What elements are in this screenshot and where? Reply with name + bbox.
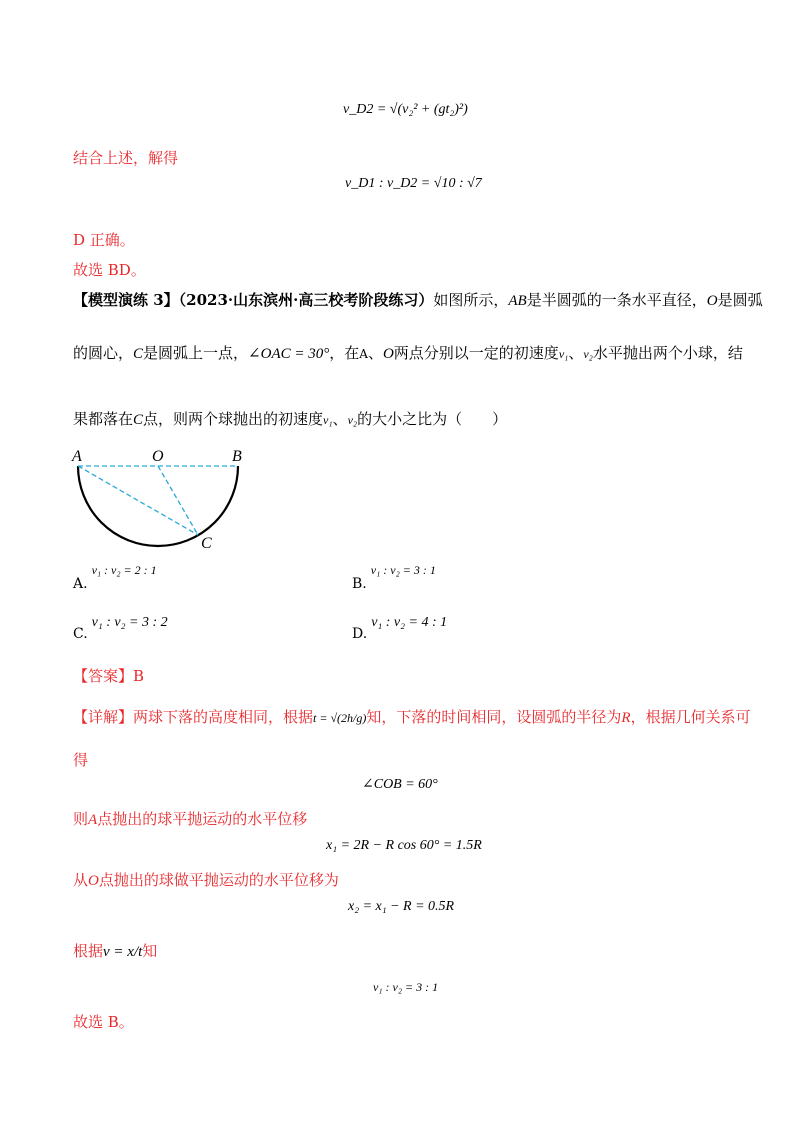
option-letter: B.	[352, 576, 367, 592]
answer-line	[73, 665, 144, 687]
semicircle-arc	[78, 466, 238, 546]
detail-text: 知，下落的时间相同，设圆弧的半径为	[366, 708, 622, 726]
problem-text: 果都落在	[73, 410, 134, 428]
detail-text: 则	[73, 810, 89, 828]
detail-text: 点抛出的球平抛运动的水平位移	[97, 810, 308, 828]
problem-text: ，在	[329, 344, 360, 362]
problem-text: 水平抛出两个小球，结	[592, 344, 743, 362]
option-expression: v₁ : v₂ = 3 : 2	[91, 615, 168, 630]
option-expression: v₁ : v₂ = 2 : 1	[91, 563, 157, 577]
detail-text: 知	[142, 942, 158, 960]
problem-text: 、	[367, 344, 383, 362]
detail-text: 两球下落的高度相同，根据	[133, 708, 314, 726]
problem-text: 是圆弧上一点，	[143, 344, 249, 362]
angle-oac: ∠OAC = 30°	[248, 346, 330, 362]
label-v2: v₂	[583, 347, 593, 361]
answer-label: 【答案】	[73, 667, 134, 685]
label-a-small: A	[359, 347, 368, 361]
label-ab: AB	[508, 293, 527, 309]
detail-text: 从	[73, 871, 89, 889]
figure-label-c: C	[201, 535, 212, 552]
detail-text: 根据	[73, 942, 104, 960]
problem-text: 的圆心，	[73, 344, 134, 362]
problem-tag: 【模型演练 3】	[73, 291, 179, 309]
option-letter: D.	[352, 626, 368, 642]
semicircle-figure	[66, 444, 256, 556]
line-oc	[158, 466, 198, 535]
problem-source: （2023·山东滨州·高三校考阶段练习）	[178, 291, 434, 309]
formula-t: t = √(2h/g)	[313, 711, 367, 725]
option-c[interactable]	[73, 614, 168, 642]
problem-text: 、	[568, 344, 584, 362]
problem-text: 是圆弧	[717, 291, 763, 309]
detail-line-2: 得	[73, 751, 89, 769]
figure-label-o: O	[152, 448, 164, 465]
detail-label: 【详解】	[73, 708, 134, 726]
equation-vd2	[343, 102, 468, 118]
problem-text: 两点分别以一定的初速度	[393, 344, 559, 362]
text-choose-bd: 故选 BD。	[73, 261, 146, 279]
equation-cob: ∠COB = 60°	[362, 777, 438, 792]
label-o: O	[706, 293, 718, 309]
option-letter: A.	[73, 576, 88, 592]
detail-line-1	[73, 706, 751, 729]
equation-velocity-ratio: v_D1 : v_D2 = √10 : √7	[345, 176, 482, 191]
final-answer: 故选 B。	[73, 1013, 134, 1031]
line-ac	[78, 466, 198, 535]
problem-text: 点，则两个球抛出的初速度	[143, 410, 324, 428]
label-v1: v₁	[558, 347, 569, 361]
detail-line-5	[73, 940, 157, 963]
equation-v-ratio: v₁ : v₂ = 3 : 1	[373, 980, 439, 994]
option-expression: v₁ : v₂ = 3 : 1	[370, 563, 436, 577]
figure-label-b: B	[232, 448, 242, 465]
equation-x2: x₂ = x₁ − R = 0.5R	[348, 899, 455, 914]
problem-text: 是半圆弧的一条水平直径，	[526, 291, 707, 309]
option-b[interactable]	[352, 562, 436, 592]
option-a[interactable]	[73, 562, 157, 592]
label-c: C	[133, 412, 144, 428]
answer-value: B	[133, 667, 145, 685]
problem-line-1	[73, 289, 763, 312]
label-v2: v₂	[347, 413, 358, 427]
option-d[interactable]	[352, 614, 448, 642]
problem-text: 的大小之比为（ ）	[357, 410, 508, 428]
detail-text: 点抛出的球做平抛运动的水平位移为	[98, 871, 339, 889]
label-o: O	[382, 346, 394, 362]
label-v1: v₁	[323, 413, 333, 427]
text-d-correct: D 正确。	[73, 231, 135, 249]
option-expression: v₁ : v₂ = 4 : 1	[371, 615, 448, 630]
problem-text: 如图所示，	[433, 291, 509, 309]
problem-text: 、	[332, 410, 348, 428]
label-r: R	[621, 710, 631, 726]
option-letter: C.	[73, 626, 88, 642]
label-o: O	[88, 873, 99, 889]
detail-line-4	[73, 869, 339, 892]
problem-line-2	[73, 342, 743, 365]
equation-vd2-text: v_D2 = √(v₂² + (gt₂)²)	[343, 102, 468, 117]
label-a: A	[88, 812, 98, 828]
detail-line-3	[73, 808, 307, 831]
label-c: C	[133, 346, 144, 362]
problem-line-3	[73, 408, 507, 431]
figure-label-a: A	[72, 448, 82, 465]
formula-v: v = x/t	[103, 944, 143, 960]
text-combine: 结合上述，解得	[73, 149, 179, 167]
detail-text: ，根据几何关系可	[630, 708, 751, 726]
equation-x1: x₁ = 2R − R cos 60° = 1.5R	[326, 838, 482, 853]
